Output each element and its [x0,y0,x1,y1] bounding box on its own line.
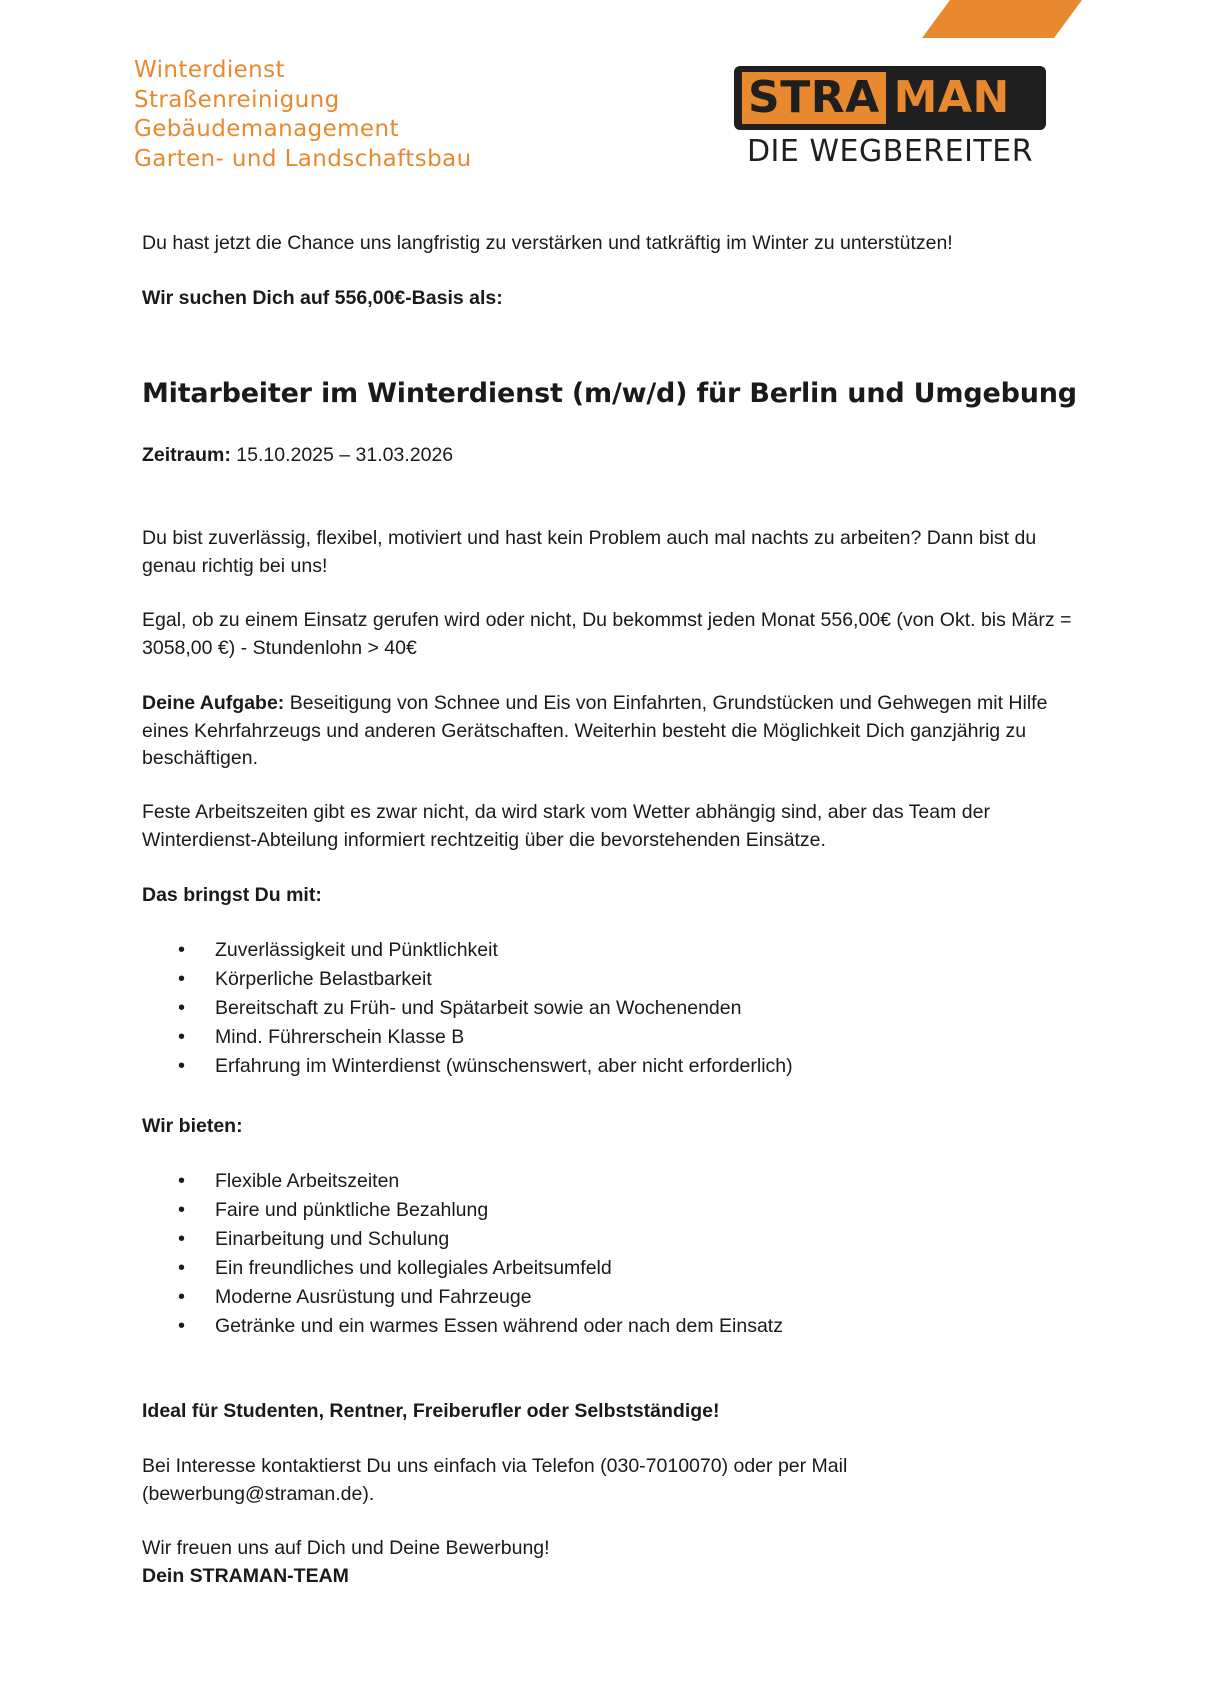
closing-text: Wir freuen uns auf Dich und Deine Bewerbung! [142,1537,550,1559]
period-label: Zeitraum: [142,444,231,466]
list-item: • Erfahrung im Winterdienst (wünschenswert, aber nicht erforderlich) [142,1052,793,1081]
service-gebaeudemanagement: Gebäudemanagement [134,116,399,142]
period-line [142,442,1082,470]
list-item: • Mind. Führerschein Klasse B [142,1023,793,1052]
logo-wordmark-part1: STRA [742,72,886,124]
list-item: • Körperliche Belastbarkeit [142,965,793,994]
ideal-for-text: Ideal für Studenten, Rentner, Freiberufler oder Selbstständige! [142,1400,720,1422]
list-item: • Einarbeitung und Schulung [142,1225,783,1254]
requirements-heading: Das bringst Du mit: [142,884,322,906]
list-item: • Flexible Arbeitszeiten [142,1167,783,1196]
contact-text: Bei Interesse kontaktierst Du uns einfach via Telefon (030-7010070) oder per Mail (bewerbung@straman.de). [142,1455,848,1505]
list-item: • Bereitschaft zu Früh- und Spätarbeit sowie an Wochenenden [142,994,793,1023]
seeking-text: Wir suchen Dich auf 556,00€-Basis als: [142,287,503,309]
signature: Dein STRAMAN-TEAM [142,1565,349,1587]
list-item: • Getränke und ein warmes Essen während oder nach dem Einsatz [142,1312,783,1341]
list-item: • Faire und pünktliche Bezahlung [142,1196,783,1225]
list-item: • Zuverlässigkeit und Pünktlichkeit [142,936,793,965]
job-title: Mitarbeiter im Winterdienst (m/w/d) für Berlin und Umgebung [142,378,1077,409]
paragraph-salary: Egal, ob zu einem Einsatz gerufen wird oder nicht, Du bekommst jeden Monat 556,00€ (von Okt. bis März = 3058,00 €) - Stundenlohn > 40€ [142,609,1072,659]
period-value: 15.10.2025 – 31.03.2026 [236,444,454,466]
list-item: • Moderne Ausrüstung und Fahrzeuge [142,1283,783,1312]
service-strassenreinigung: Straßenreinigung [134,86,340,113]
list-item: • Ein freundliches und kollegiales Arbeitsumfeld [142,1254,783,1283]
services-list [134,56,472,174]
task-text: Beseitigung von Schnee und Eis von Einfahrten, Grundstücken und Gehwegen mit Hilfe eines Kehrfahrzeugs und anderen Gerätschaften. Weiterhin besteht die Möglichkeit Dich ganzjährig zu beschäftigen. [142,692,1048,769]
intro-text: Du hast jetzt die Chance uns langfristig zu verstärken und tatkräftig im Winter zu unterstützen! [142,232,953,254]
service-winterdienst: Winterdienst [134,57,285,83]
task-paragraph [142,690,1082,773]
logo-tagline: DIE WEGBEREITER [746,134,1034,169]
corner-accent-bar [922,0,1082,38]
offers-list [142,1167,783,1341]
straman-logo [734,66,1046,169]
task-label: Deine Aufgabe: [142,692,285,714]
paragraph-working-hours: Feste Arbeitszeiten gibt es zwar nicht, da wird stark vom Wetter abhängig sind, aber das Team der Winterdienst-Abteilung informiert rechtzeitig über die bevorstehenden Einsätze. [142,801,990,851]
logo-wordmark-part2: MAN [893,72,1010,123]
service-gartenbau: Garten- und Landschaftsbau [134,145,472,172]
requirements-list [142,936,793,1081]
paragraph-reliability: Du bist zuverlässig, flexibel, motiviert und hast kein Problem auch mal nachts zu arbeiten? Dann bist du genau richtig bei uns! [142,527,1037,577]
offers-heading: Wir bieten: [142,1115,243,1137]
logo-wordmark-box [734,66,1046,130]
